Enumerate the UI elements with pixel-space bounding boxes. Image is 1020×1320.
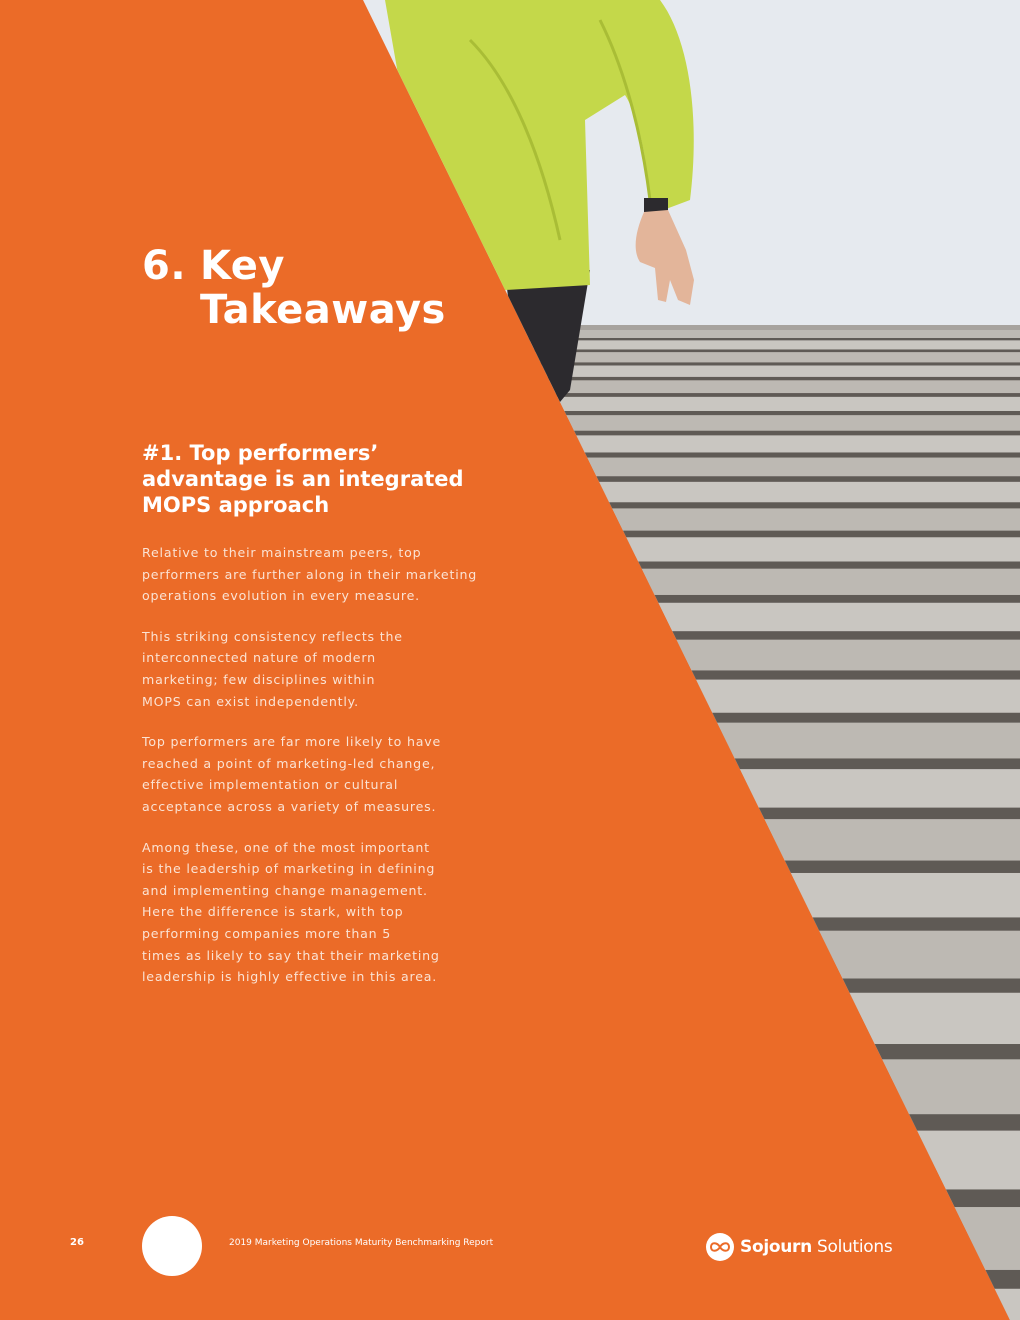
takeaway-heading-line: MOPS approach: [142, 493, 330, 517]
body-paragraph: [142, 837, 492, 988]
logo-word-bold: Sojourn: [740, 1237, 812, 1257]
body-line: Relative to their mainstream peers, top: [142, 545, 422, 560]
takeaway-heading-line: #1. Top performers’: [142, 441, 379, 465]
logo-word-regular: Solutions: [811, 1237, 893, 1257]
takeaway-heading: [142, 440, 482, 518]
body-paragraph: [142, 626, 492, 712]
body-line: marketing; few disciplines within: [142, 671, 376, 687]
body-line: operations evolution in every measure.: [142, 588, 420, 604]
takeaway-heading-line: advantage is an integrated: [142, 467, 464, 491]
page-number: 26: [70, 1237, 84, 1248]
body-line: reached a point of marketing-led change,: [142, 755, 436, 771]
body-line: Top performers are far more likely to have: [142, 734, 442, 750]
body-line: Among these, one of the most important: [142, 839, 430, 855]
body-line: and implementing change management.: [142, 882, 428, 898]
body-line: Here the difference is stark, with top: [142, 904, 404, 920]
body-line: effective implementation or cultural: [142, 777, 399, 793]
infinity-wave-icon: [706, 1233, 734, 1261]
body-line: times as likely to say that their marketing: [142, 947, 440, 963]
body-line: interconnected nature of modern: [142, 650, 376, 666]
body-paragraph: [142, 542, 492, 607]
body-line: is the leadership of marketing in defining: [142, 861, 436, 877]
section-title-line-1: Key: [200, 243, 285, 289]
footer-report-title: 2019 Marketing Operations Maturity Benchmarking Report: [229, 1238, 494, 1248]
body-line: performing companies more than 5: [142, 925, 392, 941]
section-number: 6.: [142, 243, 187, 289]
body-line: This striking consistency reflects the: [142, 628, 403, 644]
body-line: MOPS can exist independently.: [142, 693, 359, 709]
takeaway-body: [142, 542, 492, 1007]
section-title-line-2: Takeaways: [200, 287, 446, 333]
body-line: leadership is highly effective in this area.: [142, 969, 438, 985]
logo-wordmark: [740, 1237, 892, 1257]
sojourn-solutions-logo: [706, 1232, 892, 1262]
body-line: performers are further along in their marketing: [142, 566, 478, 582]
body-line: acceptance across a variety of measures.: [142, 798, 437, 814]
body-paragraph: [142, 731, 492, 817]
footer-circle-graphic: [142, 1216, 202, 1276]
